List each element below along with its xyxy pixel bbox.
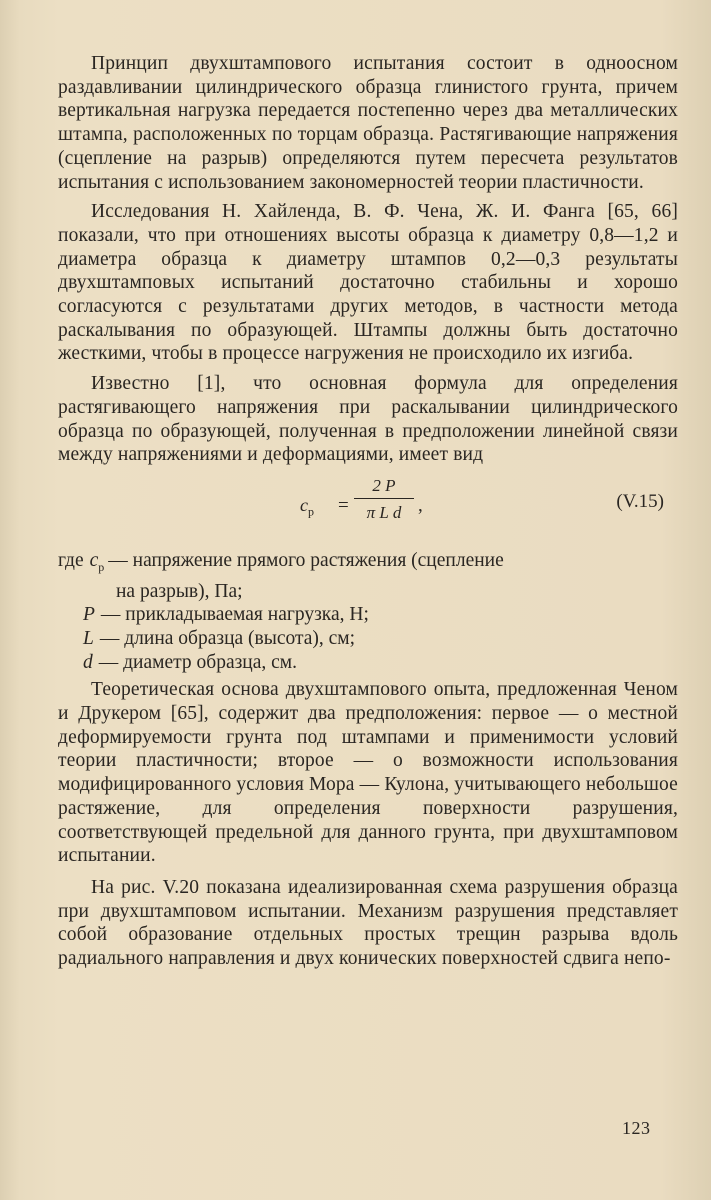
paragraph-1: Принцип двухштампового испытания состоит в одноосном раздавливании цилиндрического образца глинистого грунта, причем вертикальная нагрузка передается постепенно через два металлических штампа, расположенных по торцам образца. Растягивающие напряжения (сцепление на разрыв) определяются путем пересчета результатов испытания с использованием закономерностей теории пластичности. xyxy=(58,53,678,193)
definition-text: — длина образца (высота), см; xyxy=(99,627,356,649)
definition-symbol: $c_р$ xyxy=(89,549,105,574)
formula-lhs: $c_р$ xyxy=(300,494,314,519)
definition-text: — прикладываемая нагрузка, Н; xyxy=(100,604,369,626)
definition-item xyxy=(58,603,678,627)
definition-item xyxy=(58,549,678,580)
paragraph-3: Известно [1], что основная формула для определения растягивающего напряжения при раскалывании цилиндрического образца по образующей, полученная в предположении линейной связи между напряжениями и деформациями, имеет вид xyxy=(58,373,678,466)
definition-text: — напряжение прямого растяжения (сцепление xyxy=(108,549,504,571)
definitions-list xyxy=(58,549,678,674)
formula-numerator: 2 P xyxy=(372,475,396,495)
paragraph-2: Исследования Н. Хайленда, В. Ф. Чена, Ж. И. Фанга [65, 66] показали, что при отношениях высоты образца к диаметру 0,8—1,2 и диаметра образца к диаметру штампов 0,2—0,3 результаты двухштамповых испытаний достаточно стабильны и хорошо согласуются с результатами других методов, в частности метода раскалывания по образующей. Штампы должны быть достаточно жесткими, чтобы в процессе нагружения не происходило их изгиба. xyxy=(58,201,678,365)
formula-v15 xyxy=(58,471,678,539)
formula-fraction xyxy=(354,475,414,524)
formula-number: (V.15) xyxy=(616,490,664,512)
formula-equals: = xyxy=(338,494,349,516)
definition-symbol: d xyxy=(83,651,93,673)
page-number: 123 xyxy=(622,1118,651,1138)
formula-comma: , xyxy=(418,494,423,516)
definition-item xyxy=(58,651,678,675)
definition-symbol: L xyxy=(83,627,94,649)
page-text xyxy=(58,52,678,971)
definition-continuation: на разрыв), Па; xyxy=(116,580,243,602)
formula-denominator: π L d xyxy=(366,502,402,522)
paragraph-4: Теоретическая основа двухштампового опыта, предложенная Ченом и Друкером [65], содержит два предположения: первое — о местной деформируемости грунта под штампами и применимости условий теории пластичности; второе — о возможности использования модифицированного условия Мора — Кулона, учитывающего небольшое растяжение, для определения поверхности разрушения, соответствующей предельной для данного грунта, при двухштамповом испытании. xyxy=(58,679,678,867)
definitions-lead: где xyxy=(58,549,84,571)
definition-text: — диаметр образца, см. xyxy=(98,651,298,673)
definition-item xyxy=(58,627,678,651)
fraction-bar xyxy=(354,498,414,499)
paragraph-5: На рис. V.20 показана идеализированная схема разрушения образца при двухштамповом испытании. Механизм разрушения представляет собой образование отдельных простых трещин разрыва вдоль радиального направления и двух конических поверхностей сдвига непо- xyxy=(58,876,678,970)
definition-symbol: P xyxy=(83,604,95,626)
